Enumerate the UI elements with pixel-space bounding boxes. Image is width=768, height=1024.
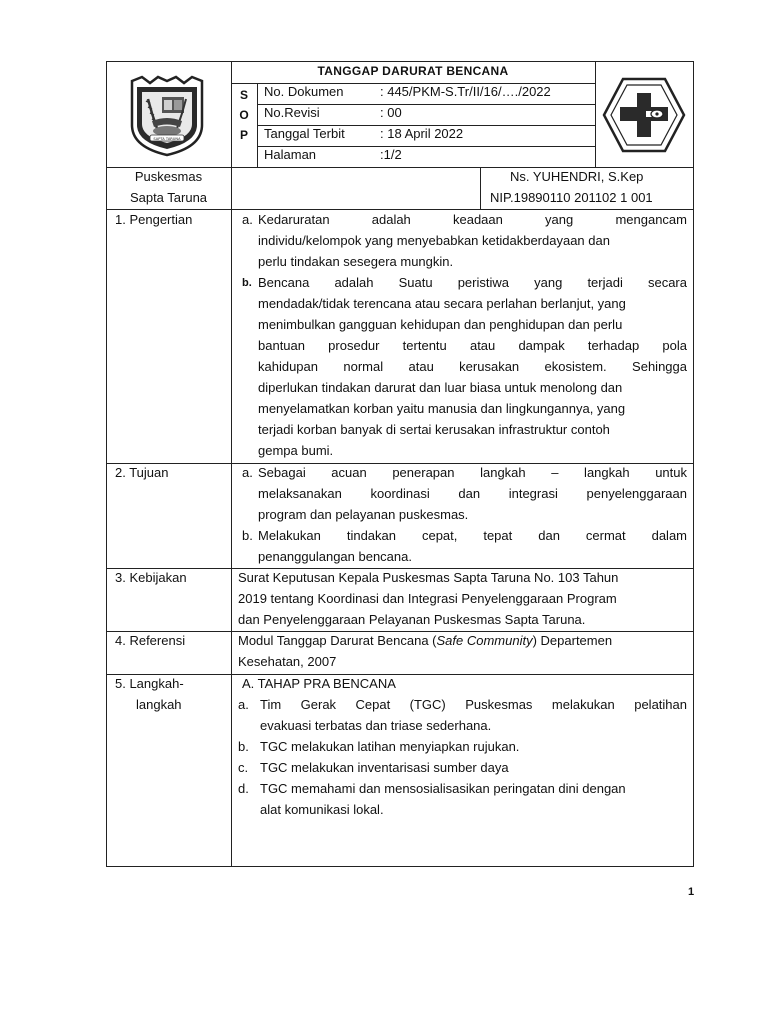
meta-value: : 18 April 2022 [380,126,464,141]
list-marker: d. [238,781,249,796]
subheading-pra-bencana: A. TAHAP PRA BENCANA [242,676,396,691]
institution-name: Puskesmas [134,169,203,184]
list-marker: a. [242,465,253,480]
reference-line [238,630,612,651]
paragraph-line: program dan pelayanan puskesmas. [258,507,469,522]
grid-line [595,61,596,167]
paragraph-line: evakuasi terbatas dan triase sederhana. [260,718,492,733]
paragraph-line: Surat Keputusan Kepala Puskesmas Sapta Taruna No. 103 Tahun [238,570,619,585]
grid-line [480,167,481,209]
section-label-langkah: 5. Langkah- [115,676,184,691]
section-label-kebijakan: 3. Kebijakan [115,570,187,585]
list-marker: a. [238,697,249,712]
paragraph-line: melaksanakan koordinasi dan integrasi penyelenggaraan [258,486,687,501]
puskesmas-logo [602,76,686,154]
section-label-tujuan: 2. Tujuan [115,465,169,480]
paragraph-line: Melakukan tindakan cepat, tepat dan cermat dalam [258,528,687,543]
paragraph-line: Bencana adalah Suatu peristiwa yang terjadi secara [258,275,687,290]
meta-value: :1/2 [380,147,402,162]
paragraph-line: alat komunikasi lokal. [260,802,384,817]
reference-text: ) Departemen [532,633,613,648]
meta-value: : 00 [380,105,402,120]
paragraph-line: penanggulangan bencana. [258,549,412,564]
signatory-nip: NIP.19890110 201102 1 001 [490,190,653,205]
grid-line [106,674,694,675]
page-number: 1 [688,886,695,898]
meta-label: Tanggal Terbit [264,126,345,141]
reference-text: Modul Tanggap Darurat Bencana ( [238,633,437,648]
document-title: TANGGAP DARURAT BENCANA [317,64,509,78]
paragraph-line: TGC memahami dan mensosialisasikan peringatan dini dengan [260,781,626,796]
paragraph-line: Tim Gerak Cepat (TGC) Puskesmas melakukan pelatihan [260,697,687,712]
reference-italic-title: Safe Community [436,633,533,648]
section-label-langkah: langkah [136,697,182,712]
list-marker: b. [242,528,253,543]
sop-letter: O [239,108,249,122]
paragraph-line: TGC melakukan latihan menyiapkan rujukan. [260,739,520,754]
regional-emblem-logo [128,75,206,157]
section-label-pengertian: 1. Pengertian [115,212,193,227]
paragraph-line: individu/kelompok yang menyebabkan ketidakberdayaan dan [258,233,610,248]
meta-label: No. Dokumen [264,84,344,99]
paragraph-line: bantuan prosedur tertentu atau dampak terhadap pola [258,338,687,353]
section-label-referensi: 4. Referensi [115,633,186,648]
list-marker: b. [242,277,252,289]
paragraph-line: terjadi korban banyak di sertai kerusakan infrastruktur contoh [258,422,610,437]
institution-name: Sapta Taruna [129,190,208,205]
paragraph-line: gempa bumi. [258,443,334,458]
sop-letter: S [239,88,248,102]
logo-ribbon-text: SAPTA TARUNA [153,136,181,141]
paragraph-line: kahidupan normal atau kerusakan ekosistem. Sehingga [258,359,687,374]
meta-label: No.Revisi [264,105,320,120]
paragraph-line: Kedaruratan adalah keadaan yang mengancam [258,212,687,227]
list-marker: a. [242,212,253,227]
sop-letter: P [239,128,248,142]
paragraph-line: 2019 tentang Koordinasi dan Integrasi Penyelenggaraan Program [238,591,617,606]
paragraph-line: Sebagai acuan penerapan langkah – langkah untuk [258,465,687,480]
list-marker: c. [238,760,249,775]
list-marker: b. [238,739,249,754]
paragraph-line: diperlukan tindakan darurat dan luar biasa untuk menolong dan [258,380,623,395]
paragraph-line: menimbulkan gangguan kehidupan dan penghidupan dan perlu [258,317,623,332]
signatory-name: Ns. YUHENDRI, S.Kep [510,169,644,184]
paragraph-line: menyelamatkan korban yaitu manusia dan lingkungannya, yang [258,401,626,416]
grid-line [231,61,232,867]
paragraph-line: TGC melakukan inventarisasi sumber daya [260,760,509,775]
meta-value: : 445/PKM-S.Tr/II/16/…./2022 [380,84,551,99]
paragraph-line: Kesehatan, 2007 [238,654,337,669]
meta-label: Halaman [264,147,317,162]
paragraph-line: dan Penyelenggaraan Pelayanan Puskesmas Sapta Taruna. [238,612,586,627]
sop-vertical-label [232,85,256,145]
paragraph-line: mendadak/tidak terencana atau secara perlahan berlanjut, yang [258,296,626,311]
paragraph-line: perlu tindakan sesegera mungkin. [258,254,454,269]
